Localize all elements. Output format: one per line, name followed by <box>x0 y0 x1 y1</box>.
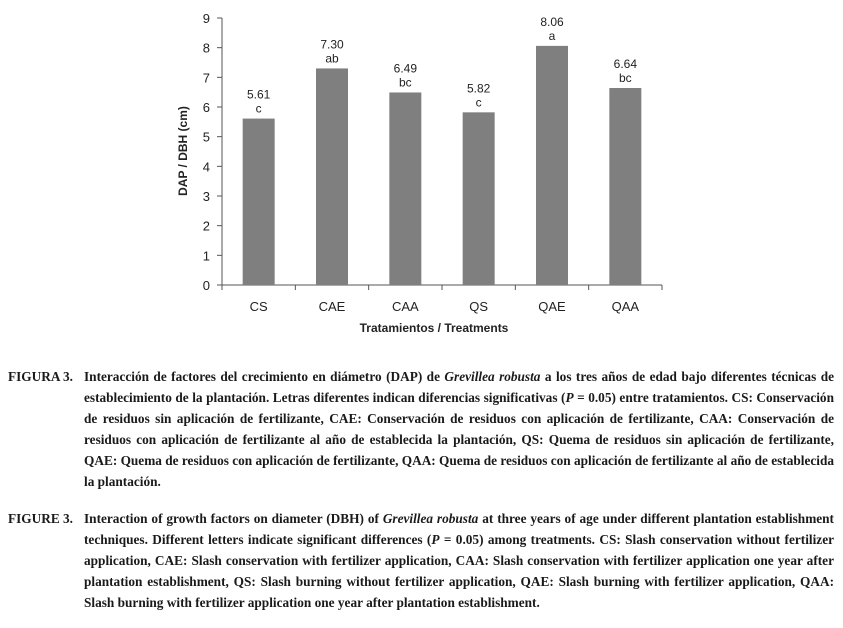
caption-en-species: Grevillea robusta <box>382 511 479 526</box>
x-axis-title: Tratamientos / Treatments <box>359 321 509 335</box>
bar-qs <box>463 112 495 285</box>
y-tick-label: 9 <box>202 11 210 26</box>
x-tick-label: CAA <box>391 299 419 314</box>
x-ticks <box>222 285 662 314</box>
caption-english-label: FIGURE 3. <box>8 511 74 526</box>
caption-es-p-symbol: P <box>565 390 574 405</box>
bar-value-label: 5.82 <box>466 81 491 96</box>
bar-value-label: 7.30 <box>320 37 344 52</box>
x-tick-label: CS <box>249 299 268 314</box>
bar-cs <box>243 119 275 285</box>
bar-value-label: 8.06 <box>540 14 564 29</box>
caption-es-text-a: Interacción de factores del crecimiento en diámetro (DAP) de <box>84 369 445 384</box>
caption-en-text-c: = 0.05) among treatments. CS: Slash conservation without fertilizer application, CAE: Slash conservation with fertilizer application, CAA: Slash conservation with fertilizer application one year after plantation establishment, QS: Slash burning without fertilizer application, QAE: Slash burning with fertilizer application, QAA: Slash burning with fertilizer application one year after plantation establishment. <box>84 532 834 610</box>
caption-spanish-body <box>84 366 834 492</box>
y-tick-label: 8 <box>202 40 210 56</box>
y-tick-label: 0 <box>202 278 210 293</box>
x-tick-label: CAE <box>318 299 346 314</box>
y-tick-label: 4 <box>202 159 210 175</box>
y-axis-title: DAP / DBH (cm) <box>176 106 190 196</box>
caption-en-p-symbol: P <box>431 532 440 547</box>
bar-qaa <box>609 88 641 285</box>
caption-spanish <box>8 366 834 492</box>
caption-es-text-c: = 0.05) entre tratamientos. CS: Conservación de residuos sin aplicación de fertilizante, CAE: Conservación de residuos con aplicación de fertilizante, CAA: Conservación de residuos con aplicación de fertilizante al año de establecida la plantación, QS: Quema de residuos sin aplicación de fertilizante, QAE: Quema de residuos con aplicación de fertilizante, QAA: Quema de residuos con aplicación de fertilizante al año de establecida la plantación. <box>84 390 834 489</box>
bar-qae <box>536 46 568 285</box>
bar-value-label: 6.49 <box>393 61 418 76</box>
y-tick-label: 1 <box>202 248 210 264</box>
y-ticks <box>203 11 222 293</box>
bars <box>243 15 642 285</box>
caption-es-text-b: a los tres años de edad bajo diferentes técnicas de establecimiento de la plantación. Letras diferentes indican diferencias significativas ( <box>84 369 834 405</box>
y-tick-label: 7 <box>202 70 210 86</box>
caption-english-body <box>84 508 834 613</box>
caption-spanish-label: FIGURA 3. <box>8 369 74 384</box>
x-tick-label: QAE <box>538 299 566 314</box>
bar-significance-letter: a <box>548 28 556 43</box>
bar-significance-letter: c <box>255 101 262 116</box>
y-tick-label: 3 <box>202 189 210 204</box>
bar-value-label: 5.61 <box>246 87 271 102</box>
bar-value-label: 6.64 <box>613 57 638 72</box>
bar-significance-letter: bc <box>618 71 632 86</box>
y-tick-label: 6 <box>202 100 210 115</box>
y-tick-label: 2 <box>202 218 210 234</box>
caption-en-text-a: Interaction of growth factors on diameter (DBH) of <box>84 511 383 526</box>
caption-es-species: Grevillea robusta <box>444 369 541 384</box>
bar-significance-letter: bc <box>398 75 412 90</box>
x-tick-label: QS <box>469 299 489 314</box>
bar-significance-letter: ab <box>325 51 339 66</box>
bar-cae <box>316 68 348 285</box>
y-tick-label: 5 <box>202 129 210 145</box>
bar-caa <box>389 92 421 285</box>
caption-en-text-b: at three years of age under different plantation establishment techniques. Different letters indicate significant differences ( <box>84 511 834 547</box>
bar-significance-letter: c <box>475 95 482 110</box>
x-tick-label: QAA <box>611 299 640 314</box>
caption-english <box>8 508 834 613</box>
